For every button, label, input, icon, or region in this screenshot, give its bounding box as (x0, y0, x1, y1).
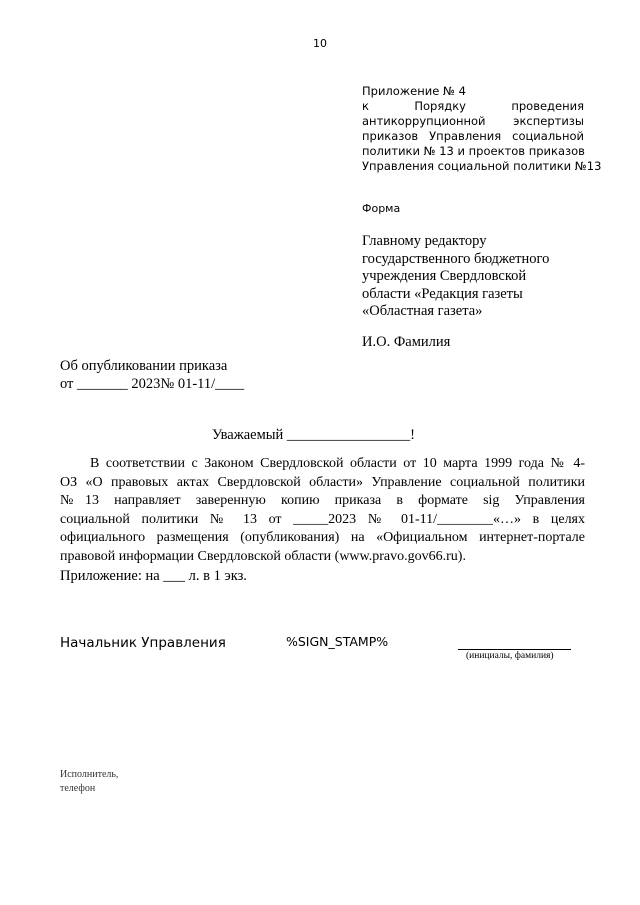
body-line: официального размещения (опубликования) на «Официальном интернет-портале (60, 530, 585, 545)
appendix-line: антикоррупционной экспертизы (362, 114, 584, 128)
subject-block (60, 358, 244, 393)
body-line: №13 направляет заверенную копию приказа в формате sig Управления (60, 493, 585, 508)
executor-block (60, 768, 118, 796)
appendix-line: к Порядку проведения (362, 99, 584, 113)
appendix-line: приказов Управления социальной (362, 129, 584, 143)
signature-line (458, 649, 571, 650)
body-line: ОЗ «О правовых актах Свердловской области» Управление социальной политики (60, 474, 585, 490)
executor-phone: телефон (60, 783, 96, 794)
body-line: социальной политики № 13 от _____2023 № 01-11/________«…» в целях (60, 511, 585, 527)
addressee-line: государственного бюджетного (362, 250, 550, 267)
appendix-header (362, 84, 602, 174)
addressee-block (362, 233, 577, 321)
executor-label: Исполнитель, (60, 769, 119, 780)
page-number: 10 (313, 37, 327, 50)
addressee-line: области «Редакция газеты (362, 285, 523, 302)
appendix-line: Приложение № 4 (362, 84, 466, 98)
form-label: Форма (362, 202, 401, 215)
addressee-name: И.О. Фамилия (362, 334, 451, 350)
greeting: Уважаемый _________________! (212, 427, 415, 443)
addressee-line: учреждения Свердловской (362, 268, 527, 284)
body-line: правовой информации Свердловской области (www.pravo.gov66.ru). (60, 548, 466, 564)
signature-stamp-placeholder: %SIGN_STAMP% (286, 634, 389, 649)
addressee-line: Главному редактору (362, 233, 487, 249)
subject-line: от _______ 2023№ 01-11/____ (60, 375, 245, 392)
signatory-title: Начальник Управления (60, 635, 226, 651)
appendix-line: Управления социальной политики №13 (362, 159, 602, 173)
body-line: В соответствии с Законом Свердловской области от 10 марта 1999 года № 4- (90, 456, 585, 471)
enclosure-note: Приложение: на ___ л. в 1 экз. (60, 568, 247, 584)
addressee-line: «Областная газета» (362, 303, 483, 319)
body-paragraph (60, 455, 585, 566)
appendix-line: политики № 13 и проектов приказов (362, 144, 585, 158)
signature-caption: (инициалы, фамилия) (466, 651, 554, 661)
subject-line: Об опубликовании приказа (60, 358, 228, 374)
